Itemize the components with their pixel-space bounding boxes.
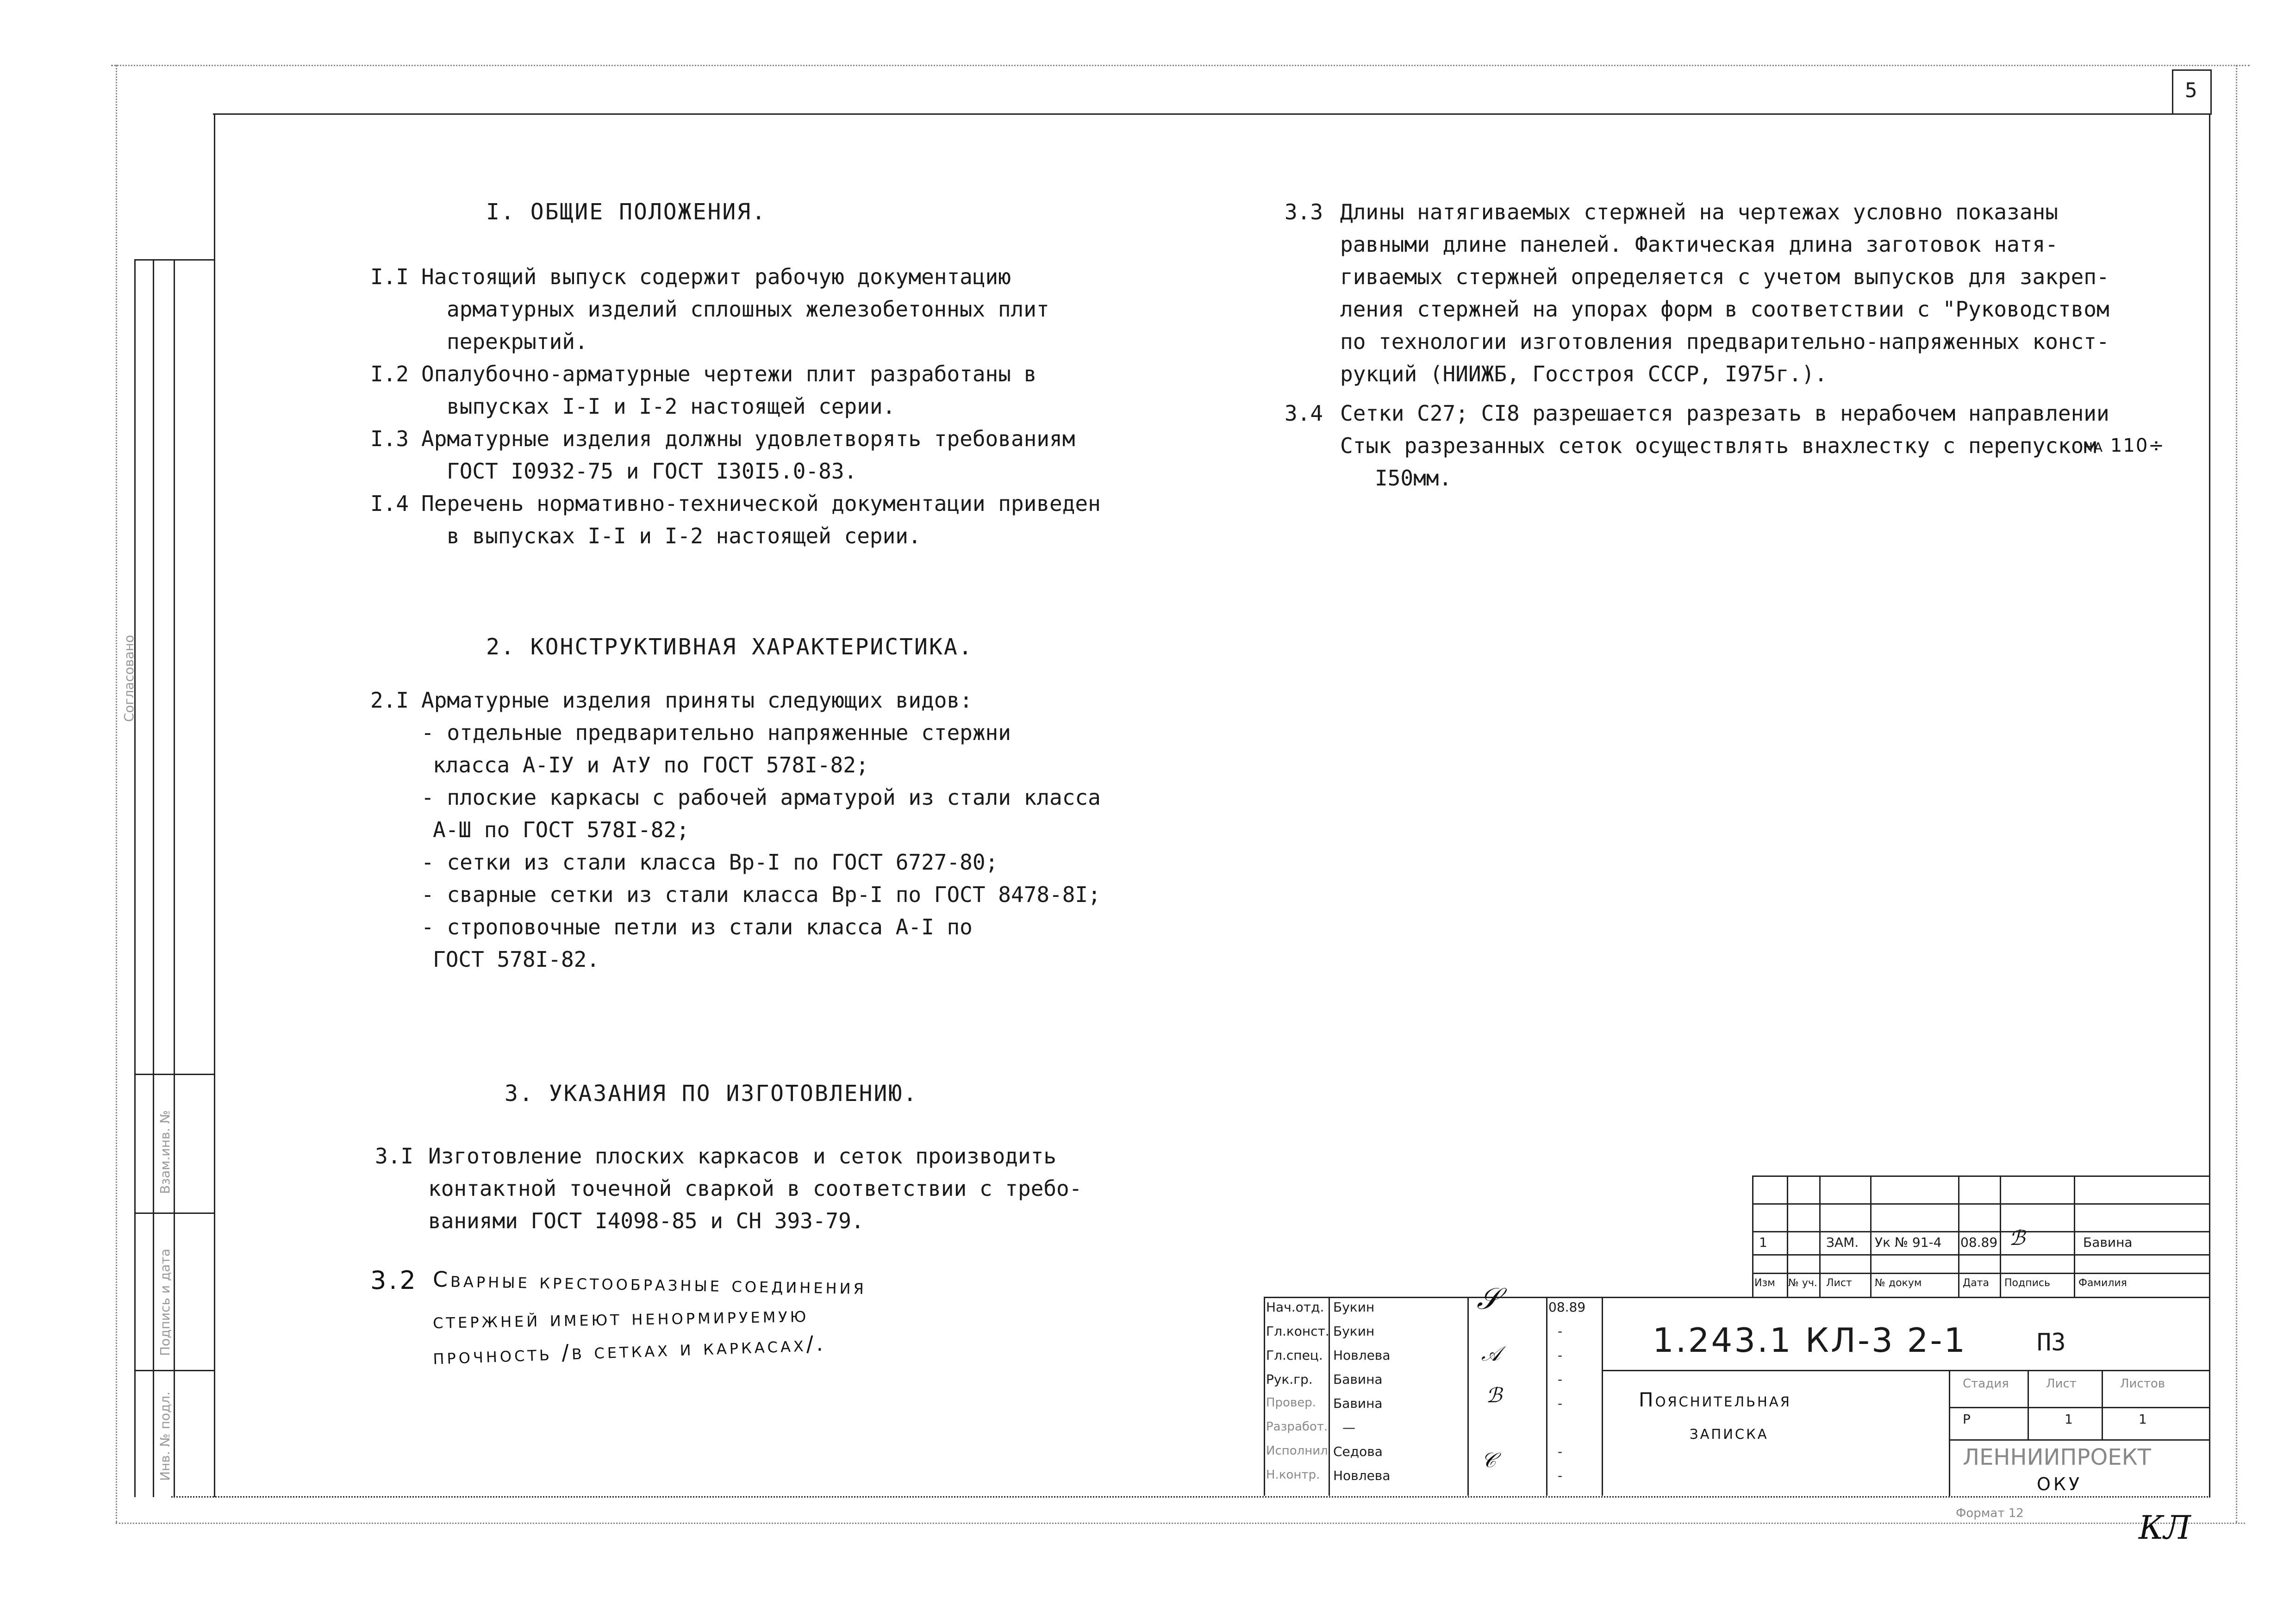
item-3-4-line-1: Сетки С27; СI8 разрешается разрезать в нерабочем направлении <box>1340 401 2109 426</box>
item-3-3-number: 3.3 <box>1285 199 1323 224</box>
item-3-2-line-2: стержней имеют ненормируемую <box>432 1301 809 1334</box>
person-name-8: Новлева <box>1333 1468 1391 1483</box>
section2-heading: 2. КОНСТРУКТИВНАЯ ХАРАКТЕРИСТИКА. <box>486 634 973 660</box>
rev-header-doc: № докум <box>1875 1277 1922 1289</box>
item-2-1-line-5: А-Ш по ГОСТ 578I-82; <box>433 817 689 842</box>
item-2-1-line-1: Арматурные изделия приняты следующих видов: <box>421 688 973 713</box>
item-2-1-line-3: класса А-IУ и АтУ по ГОСТ 578I-82; <box>433 752 869 777</box>
rev-header-surname: Фамилия <box>2078 1277 2127 1289</box>
stage-header: Стадия <box>1963 1377 2009 1391</box>
margin-row-3 <box>134 1370 214 1371</box>
rev-col-3 <box>1870 1175 1872 1297</box>
item-1-2-line-1: Опалубочно-арматурные чертежи плит разработаны в <box>421 361 1037 386</box>
page-number: 5 <box>2185 79 2197 102</box>
item-1-3-line-2: ГОСТ I0932-75 и ГОСТ I30I5.0-83. <box>447 459 857 484</box>
margin-col-2 <box>153 259 154 1497</box>
doc-code: ПЗ <box>2037 1329 2066 1356</box>
rev-header-change: Изм <box>1754 1277 1775 1289</box>
item-3-2-line-3: прочность /в сетках и каркасах/. <box>432 1331 826 1369</box>
person-name-2: Букин <box>1333 1324 1375 1339</box>
rev-col-5 <box>2000 1175 2001 1297</box>
item-3-3-line-6: рукций (НИИЖБ, Госстроя СССР, I975г.). <box>1340 361 1828 386</box>
item-2-1-number: 2.I <box>370 688 409 713</box>
outer-cut-line-top <box>111 65 2250 66</box>
people-col-3 <box>1546 1297 1547 1496</box>
item-3-3-line-3: гиваемых стержней определяется с учетом выпусков для закреп- <box>1340 264 2109 289</box>
margin-label-agreed: Согласовано <box>121 634 137 722</box>
signature-2: 𝒜 <box>1481 1342 1501 1366</box>
item-3-1-line-1: Изготовление плоских каркасов и сеток производить <box>428 1144 1057 1169</box>
people-col-2 <box>1467 1297 1469 1496</box>
item-1-1-line-3: перекрытий. <box>447 329 588 354</box>
item-2-1-line-7: - сварные сетки из стали класса Вр-I по ГОСТ 8478-8I; <box>421 882 1101 907</box>
rev-row-num: 1 <box>1759 1235 1767 1250</box>
rev-row-line-1 <box>1752 1203 2209 1205</box>
format-label: Формат 12 <box>1956 1506 2024 1520</box>
margin-row-0 <box>134 259 214 261</box>
rev-row-date: 08.89 <box>1960 1235 1998 1250</box>
rev-row-signature: ℬ <box>2009 1226 2025 1250</box>
item-3-3-line-4: ления стержней на упорах форм в соответствии с "Руководством <box>1340 297 2109 322</box>
rev-row-line-4 <box>1752 1273 2209 1274</box>
item-1-2-number: I.2 <box>370 361 409 386</box>
titleblock-mid <box>1602 1370 2209 1371</box>
person-name-4: Бавина <box>1333 1372 1383 1387</box>
margin-label-signature-date: Подпись и дата <box>157 1249 173 1356</box>
margin-label-replace-inv: Взам.инв. № <box>157 1110 173 1194</box>
doc-title-line-1: Пояснительная <box>1639 1388 1791 1411</box>
margin-row-2 <box>134 1213 214 1214</box>
person-name-3: Новлева <box>1333 1348 1391 1363</box>
rev-row-line-2 <box>1752 1231 2209 1232</box>
margin-label-inv-number: Инв. № подл. <box>157 1391 173 1481</box>
item-1-3-number: I.3 <box>370 426 409 451</box>
person-name-7: Седова <box>1333 1444 1383 1459</box>
item-3-2-number: 3.2 <box>370 1266 418 1295</box>
person-date-8: - <box>1558 1468 1563 1483</box>
person-role-3: Гл.спец. <box>1266 1348 1323 1363</box>
rev-col-2 <box>1819 1175 1821 1297</box>
item-3-1-line-3: ваниями ГОСТ I4098-85 и СН 393-79. <box>428 1208 864 1233</box>
item-3-1-line-2: контактной точечной сваркой в соответствии с требо- <box>428 1176 1082 1201</box>
person-role-5: Провер. <box>1266 1396 1316 1410</box>
person-name-6: — <box>1342 1420 1355 1435</box>
org-name: ЛЕННИИПРОЕКТ <box>1963 1444 2151 1470</box>
item-2-1-line-4: - плоские каркасы с рабочей арматурой из стали класса <box>421 785 1101 810</box>
stage-value: Р <box>1963 1412 1971 1427</box>
item-1-4-number: I.4 <box>370 491 409 516</box>
person-name-5: Бавина <box>1333 1396 1383 1411</box>
section1-heading: I. ОБЩИЕ ПОЛОЖЕНИЯ. <box>486 199 767 225</box>
item-3-4-number: 3.4 <box>1285 401 1323 426</box>
rev-row-action: ЗАМ. <box>1826 1235 1859 1250</box>
rev-header-date: Дата <box>1963 1277 1989 1289</box>
outer-cut-line-right <box>2236 65 2237 1523</box>
person-role-8: Н.контр. <box>1266 1468 1320 1482</box>
person-date-1: 08.89 <box>1548 1300 1586 1315</box>
person-role-7: Исполнил <box>1266 1444 1328 1458</box>
rev-row-doc: Ук № 91-4 <box>1875 1235 1942 1250</box>
rev-row-name: Бавина <box>2083 1235 2133 1250</box>
stage-col-2 <box>2102 1370 2103 1439</box>
designation: 1.243.1 КЛ-3 2-1 <box>1653 1321 1967 1360</box>
item-3-4-handwritten-addition: на 110÷ <box>2083 435 2165 456</box>
margin-row-1 <box>134 1074 214 1075</box>
item-3-4-line-2: Стык разрезанных сеток осуществлять внахлестку с перепуском <box>1340 433 2096 458</box>
signature-1: 𝒮 <box>1477 1282 1500 1316</box>
person-role-1: Нач.отд. <box>1266 1300 1324 1315</box>
org-row-line <box>1949 1439 2209 1441</box>
sheet-header: Лист <box>2046 1377 2077 1391</box>
item-1-3-line-1: Арматурные изделия должны удовлетворять требованиям <box>421 426 1075 451</box>
item-1-1-line-2: арматурных изделий сплошных железобетонных плит <box>447 297 1049 322</box>
item-2-1-line-8: - строповочные петли из стали класса А-I по <box>421 914 973 939</box>
rev-col-6 <box>2074 1175 2075 1297</box>
item-3-4-line-3: I50мм. <box>1375 466 1452 491</box>
person-role-6: Разработ. <box>1266 1420 1328 1434</box>
person-date-5: - <box>1558 1396 1563 1411</box>
outer-cut-line-bottom <box>116 1523 2245 1524</box>
item-3-3-line-2: равными длине панелей. Фактическая длина заготовок натя- <box>1340 232 2058 257</box>
item-2-1-line-6: - сетки из стали класса Вр-I по ГОСТ 6727-80; <box>421 850 998 875</box>
stage-col-1 <box>2028 1370 2029 1439</box>
item-1-4-line-2: в выпусках I-I и I-2 настоящей серии. <box>447 523 921 548</box>
rev-header-item: № уч. <box>1788 1277 1817 1289</box>
person-date-3: - <box>1558 1348 1563 1363</box>
margin-col-1 <box>134 259 136 1497</box>
stage-col-0 <box>1949 1370 1950 1496</box>
frame-bottom <box>171 1496 2210 1498</box>
person-role-2: Гл.конст. <box>1266 1324 1329 1339</box>
doc-title-line-2: записка <box>1690 1421 1769 1443</box>
rev-row-line-3 <box>1752 1254 2209 1256</box>
item-2-1-line-2: - отдельные предварительно напряженные стержни <box>421 720 1011 745</box>
item-1-1-number: I.I <box>370 264 409 289</box>
frame-left <box>214 113 215 1497</box>
outer-cut-line-left <box>116 65 117 1523</box>
person-date-7: - <box>1558 1444 1563 1459</box>
margin-col-3 <box>174 259 175 1497</box>
stage-row-line <box>1949 1407 2209 1408</box>
rev-header-sheet: Лист <box>1826 1277 1852 1289</box>
item-3-1-number: 3.I <box>375 1144 414 1169</box>
item-3-3-line-1: Длины натягиваемых стержней на чертежах условно показаны <box>1340 199 2058 224</box>
org-dept: ОКУ <box>2037 1474 2083 1494</box>
signature-4: 𝒞 <box>1481 1449 1497 1472</box>
section3-heading: 3. УКАЗАНИЯ ПО ИЗГОТОВЛЕНИЮ. <box>505 1081 918 1107</box>
frame-top <box>213 113 2210 115</box>
person-name-1: Букин <box>1333 1300 1375 1315</box>
sheets-value: 1 <box>2139 1412 2147 1427</box>
item-1-4-line-1: Перечень нормативно-технической документации приведен <box>421 491 1101 516</box>
sheet-value: 1 <box>2065 1412 2073 1427</box>
person-date-2: - <box>1558 1324 1563 1339</box>
rev-header-signature: Подпись <box>2004 1277 2050 1289</box>
item-3-3-line-5: по технологии изготовления предварительно-напряженных конст- <box>1340 329 2109 354</box>
rev-col-4 <box>1958 1175 1959 1297</box>
sheets-header: Листов <box>2120 1377 2165 1391</box>
person-date-4: - <box>1558 1372 1563 1387</box>
item-3-2-line-1: Сварные крестообразные соединения <box>432 1266 867 1300</box>
signature-3: ℬ <box>1486 1384 1502 1407</box>
people-col-4 <box>1602 1297 1603 1496</box>
person-role-4: Рук.гр. <box>1266 1372 1313 1387</box>
corner-mark: КЛ <box>2139 1509 2191 1547</box>
item-1-1-line-1: Настоящий выпуск содержит рабочую документацию <box>421 264 1011 289</box>
item-1-2-line-2: выпусках I-I и I-2 настоящей серии. <box>447 394 896 419</box>
item-2-1-line-9: ГОСТ 578I-82. <box>433 947 600 972</box>
